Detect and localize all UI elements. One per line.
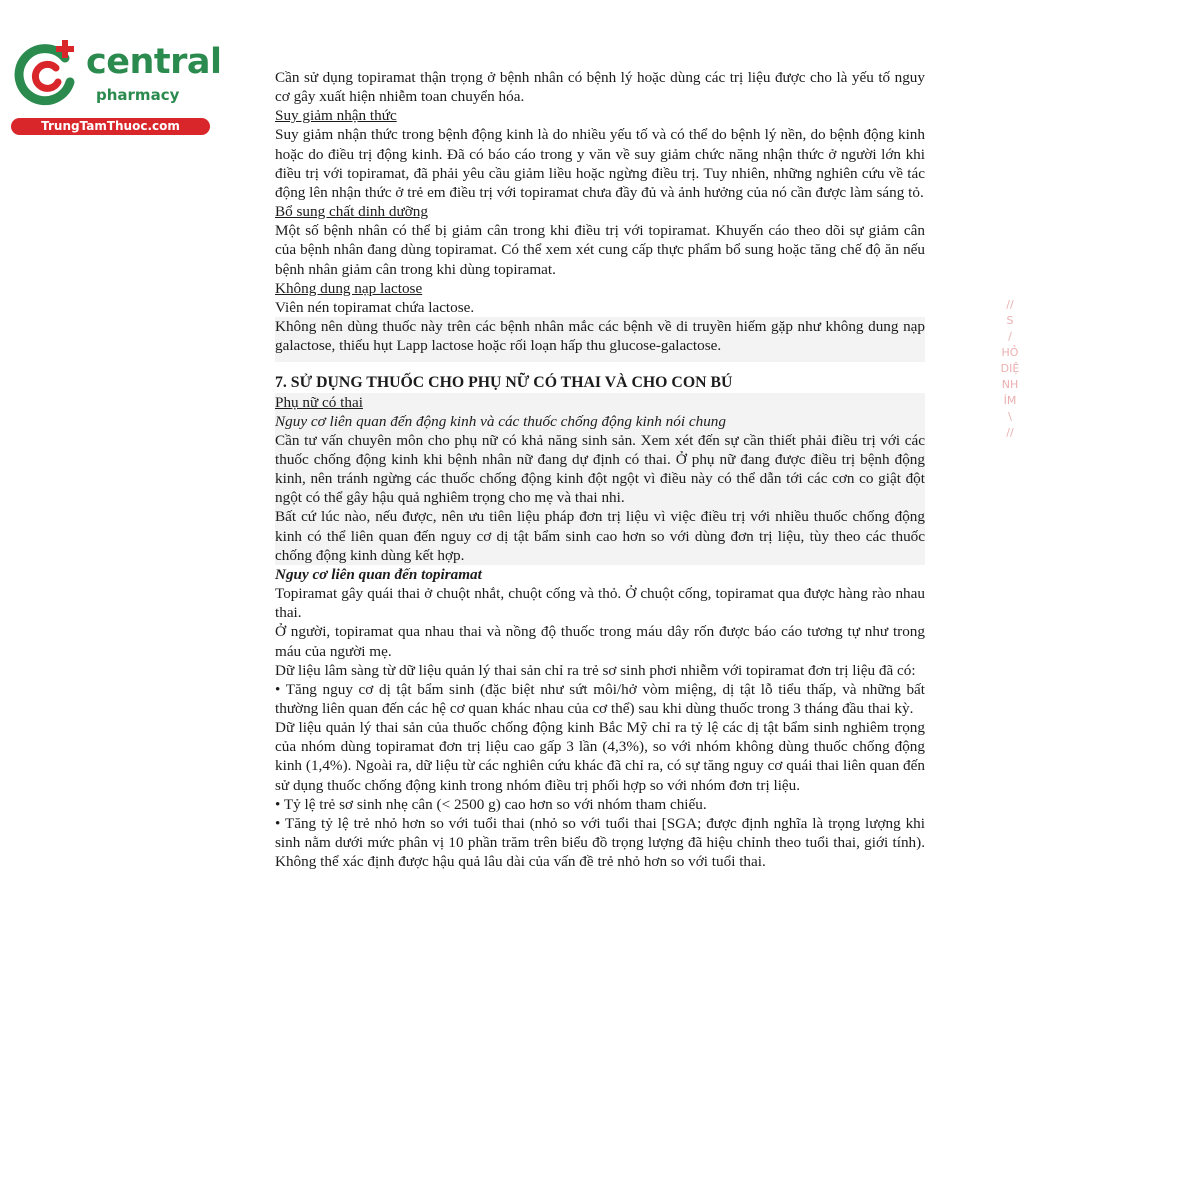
paragraph: Viên nén topiramat chứa lactose. xyxy=(275,298,475,316)
subheading-topiramate-risk: Nguy cơ liên quan đến topiramat xyxy=(275,565,482,583)
subheading-pregnant-women: Phụ nữ có thai xyxy=(275,393,363,411)
spacer xyxy=(275,355,925,362)
paragraph: Bất cứ lúc nào, nếu được, nên ưu tiên liệu pháp đơn trị liệu vì việc điều trị với nhiều thuốc chống động kinh có thể liên quan đến nguy cơ dị tật bẩm sinh cao hơn so với dùng đơn trị liệu, tùy theo các thuốc chống động kinh dùng kết hợp. xyxy=(275,508,925,564)
paragraph: Cần sử dụng topiramat thận trọng ở bệnh nhân có bệnh lý hoặc dùng các trị liệu được cho là yếu tố nguy cơ gây xuất hiện nhiễm toan chuyển hóa. xyxy=(275,69,925,106)
bullet-item: • Tỷ lệ trẻ sơ sinh nhẹ cân (< 2500 g) cao hơn so với nhóm tham chiếu. xyxy=(275,795,707,813)
shaded-block xyxy=(275,393,925,565)
paragraph: Ở người, topiramat qua nhau thai và nồng độ thuốc trong máu dây rốn được báo cáo tương tự như trong máu của người mẹ. xyxy=(275,623,925,660)
subheading-epilepsy-risk: Nguy cơ liên quan đến động kinh và các thuốc chống động kinh nói chung xyxy=(275,412,726,430)
paragraph: Suy giảm nhận thức trong bệnh động kinh là do nhiều yếu tố và có thể do bệnh lý nền, do bệnh động kinh hoặc do điều trị động kinh. Đã có báo cáo trong y văn về suy giảm chức năng nhận thức ở người lớn khi điều trị với topiramat, đã phải yêu cầu giảm liều hoặc ngừng điều trị. Tuy nhiên, những nghiên cứu về tác động lên nhận thức ở trẻ em điều trị với topiramat chưa đầy đủ và ảnh hưởng của nó cần được làm sáng tỏ. xyxy=(275,126,925,201)
brand-subtitle: pharmacy xyxy=(96,86,180,104)
bullet-item: • Tăng nguy cơ dị tật bẩm sinh (đặc biệt như sứt môi/hở vòm miệng, dị tật lỗ tiểu thấp, và những bất thường liên quan đến các hệ cơ quan khác nhau của cơ thể) sau khi dùng thuốc trong 3 tháng đầu thai kỳ. xyxy=(275,680,925,717)
bullet-item: • Tăng tỷ lệ trẻ nhỏ hơn so với tuổi thai (nhỏ so với tuổi thai [SGA; được định nghĩa là trọng lượng khi sinh nằm dưới mức phân vị 10 phần trăm trên biểu đồ trọng lượng đã hiệu chỉnh theo tuổi thai, giới tính). Không thể xác định được hậu quả lâu dài của vấn đề trẻ nhỏ hơn so với tuổi thai. xyxy=(275,814,925,871)
leaflet-page xyxy=(275,68,925,871)
paragraph: Dữ liệu lâm sàng từ dữ liệu quản lý thai sản chỉ ra trẻ sơ sinh phơi nhiễm với topiramat đơn trị liệu đã có: xyxy=(275,661,916,679)
stamp-line: HỎ xyxy=(1001,346,1019,359)
subheading-lactose: Không dung nạp lactose xyxy=(275,279,423,297)
section-heading: 7. SỬ DỤNG THUỐC CHO PHỤ NỮ CÓ THAI VÀ CHO CON BÚ xyxy=(275,374,733,392)
paragraph: Topiramat gây quái thai ở chuột nhắt, chuột cống và thỏ. Ở chuột cống, topiramat qua được hàng rào nhau thai. xyxy=(275,585,925,622)
stamp-line: \ xyxy=(1008,410,1012,423)
stamp-line: NH xyxy=(1001,378,1019,391)
side-stamp xyxy=(993,298,1027,442)
brand-website[interactable]: TrungTamThuoc.com xyxy=(11,118,210,135)
subheading-nutrition: Bổ sung chất dinh dưỡng xyxy=(275,203,428,221)
stamp-line: // xyxy=(1006,298,1014,311)
paragraph: Không nên dùng thuốc này trên các bệnh nhân mắc các bệnh về di truyền hiếm gặp như không dung nạp galactose, thiếu hụt Lapp lactose hoặc rối loạn hấp thu glucose-galactose. xyxy=(275,318,925,355)
stamp-line: ÍM xyxy=(1003,394,1017,407)
brand-name: central xyxy=(86,42,222,82)
paragraph: Một số bệnh nhân có thể bị giảm cân trong khi điều trị với topiramat. Khuyến cáo theo dõi sự giảm cân của bệnh nhân đang dùng topiramat. Có thể xem xét cung cấp thực phẩm bổ sung hoặc tăng chế độ ăn nếu bệnh nhân giảm cân trong khi dùng topiramat. xyxy=(275,222,925,278)
subheading-cognitive-impairment: Suy giảm nhận thức xyxy=(275,107,397,125)
paragraph: Dữ liệu quản lý thai sản của thuốc chống động kinh Bắc Mỹ chỉ ra tỷ lệ các dị tật bẩm sinh nghiêm trọng của nhóm dùng topiramat đơn trị liệu cao gấp 3 lần (4,3%), so với nhóm không dùng thuốc chống động kinh (1,4%). Ngoài ra, dữ liệu từ các nghiên cứu khác đã chỉ ra, có sự tăng nguy cơ quái thai liên quan đến sử dụng thuốc chống động kinh trong nhóm điều trị phối hợp so với nhóm đơn trị liệu. xyxy=(275,719,925,794)
pharmacy-cross-logo-icon xyxy=(10,38,82,110)
stamp-line: // xyxy=(1006,426,1014,439)
stamp-line: DIỆ xyxy=(1000,362,1020,375)
stamp-line: / xyxy=(1008,330,1012,343)
central-pharmacy-logo[interactable] xyxy=(10,38,222,138)
stamp-line: S xyxy=(1006,314,1014,327)
paragraph: Cần tư vấn chuyên môn cho phụ nữ có khả năng sinh sản. Xem xét đến sự cần thiết phải điều trị với các thuốc chống động kinh khi bệnh nhân nữ đang dự định có thai. Ở phụ nữ đang được điều trị bệnh động kinh, nên tránh ngừng các thuốc chống động kinh đột ngột vì điều này có thể dẫn tới các cơn co giật đột ngột có thể gây hậu quả nghiêm trọng cho mẹ và thai nhi. xyxy=(275,431,925,507)
